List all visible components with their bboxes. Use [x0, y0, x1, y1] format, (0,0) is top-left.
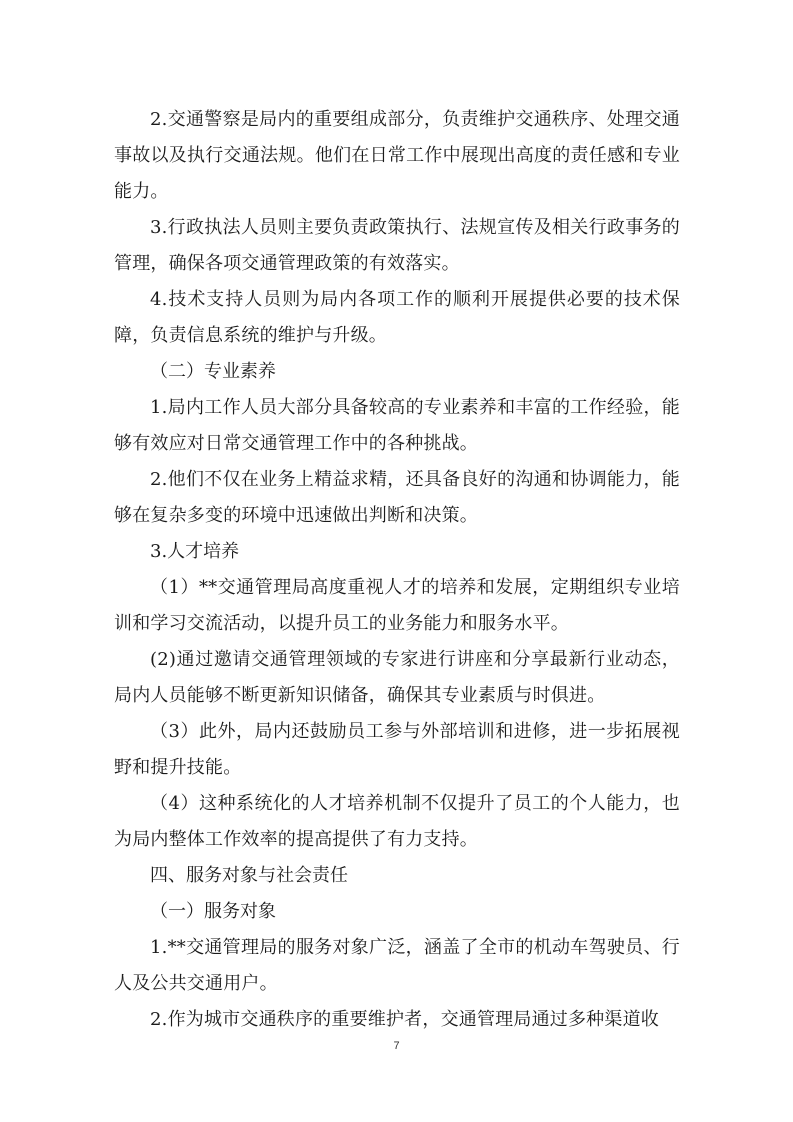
- paragraph-service-scope: 1.**交通管理局的服务对象广泛，涵盖了全市的机动车驾驶员、行人及公共交通用户。: [114, 937, 680, 994]
- section-heading-service-responsibility: 四、服务对象与社会责任: [150, 865, 348, 886]
- document-body: [114, 102, 680, 1038]
- paragraph-administrative-staff: 3.行政执法人员则主要负责政策执行、法规宣传及相关行政事务的管理，确保各项交通管理政策的有效落实。: [114, 217, 680, 274]
- page-number: 7: [393, 1040, 400, 1052]
- paragraph-order-maintainer: 2.作为城市交通秩序的重要维护者，交通管理局通过多种渠道收: [150, 1009, 659, 1030]
- subheading-talent-training: 3.人才培养: [150, 541, 240, 562]
- subsection-heading-service-targets: （一）服务对象: [150, 901, 276, 922]
- paragraph-training-2: (2)通过邀请交通管理领域的专家进行讲座和分享最新行业动态，局内人员能够不断更新知识储备，确保其专业素质与时俱进。: [114, 649, 680, 706]
- paragraph-communication-skills: 2.他们不仅在业务上精益求精，还具备良好的沟通和协调能力，能够在复杂多变的环境中迅速做出判断和决策。: [114, 469, 680, 526]
- paragraph-professional-experience: 1.局内工作人员大部分具备较高的专业素养和丰富的工作经验，能够有效应对日常交通管理工作中的各种挑战。: [114, 397, 680, 454]
- paragraph-technical-support: 4.技术支持人员则为局内各项工作的顺利开展提供必要的技术保障，负责信息系统的维护与升级。: [114, 289, 680, 346]
- paragraph-training-1: （1）**交通管理局高度重视人才的培养和发展，定期组织专业培训和学习交流活动，以提升员工的业务能力和服务水平。: [114, 577, 680, 634]
- paragraph-training-3: （3）此外，局内还鼓励员工参与外部培训和进修，进一步拓展视野和提升技能。: [114, 721, 680, 778]
- section-heading-professional-quality: （二）专业素养: [150, 361, 276, 382]
- paragraph-traffic-police: 2.交通警察是局内的重要组成部分，负责维护交通秩序、处理交通事故以及执行交通法规。他们在日常工作中展现出高度的责任感和专业能力。: [114, 109, 680, 202]
- paragraph-training-4: （4）这种系统化的人才培养机制不仅提升了员工的个人能力，也为局内整体工作效率的提高提供了有力支持。: [114, 793, 680, 850]
